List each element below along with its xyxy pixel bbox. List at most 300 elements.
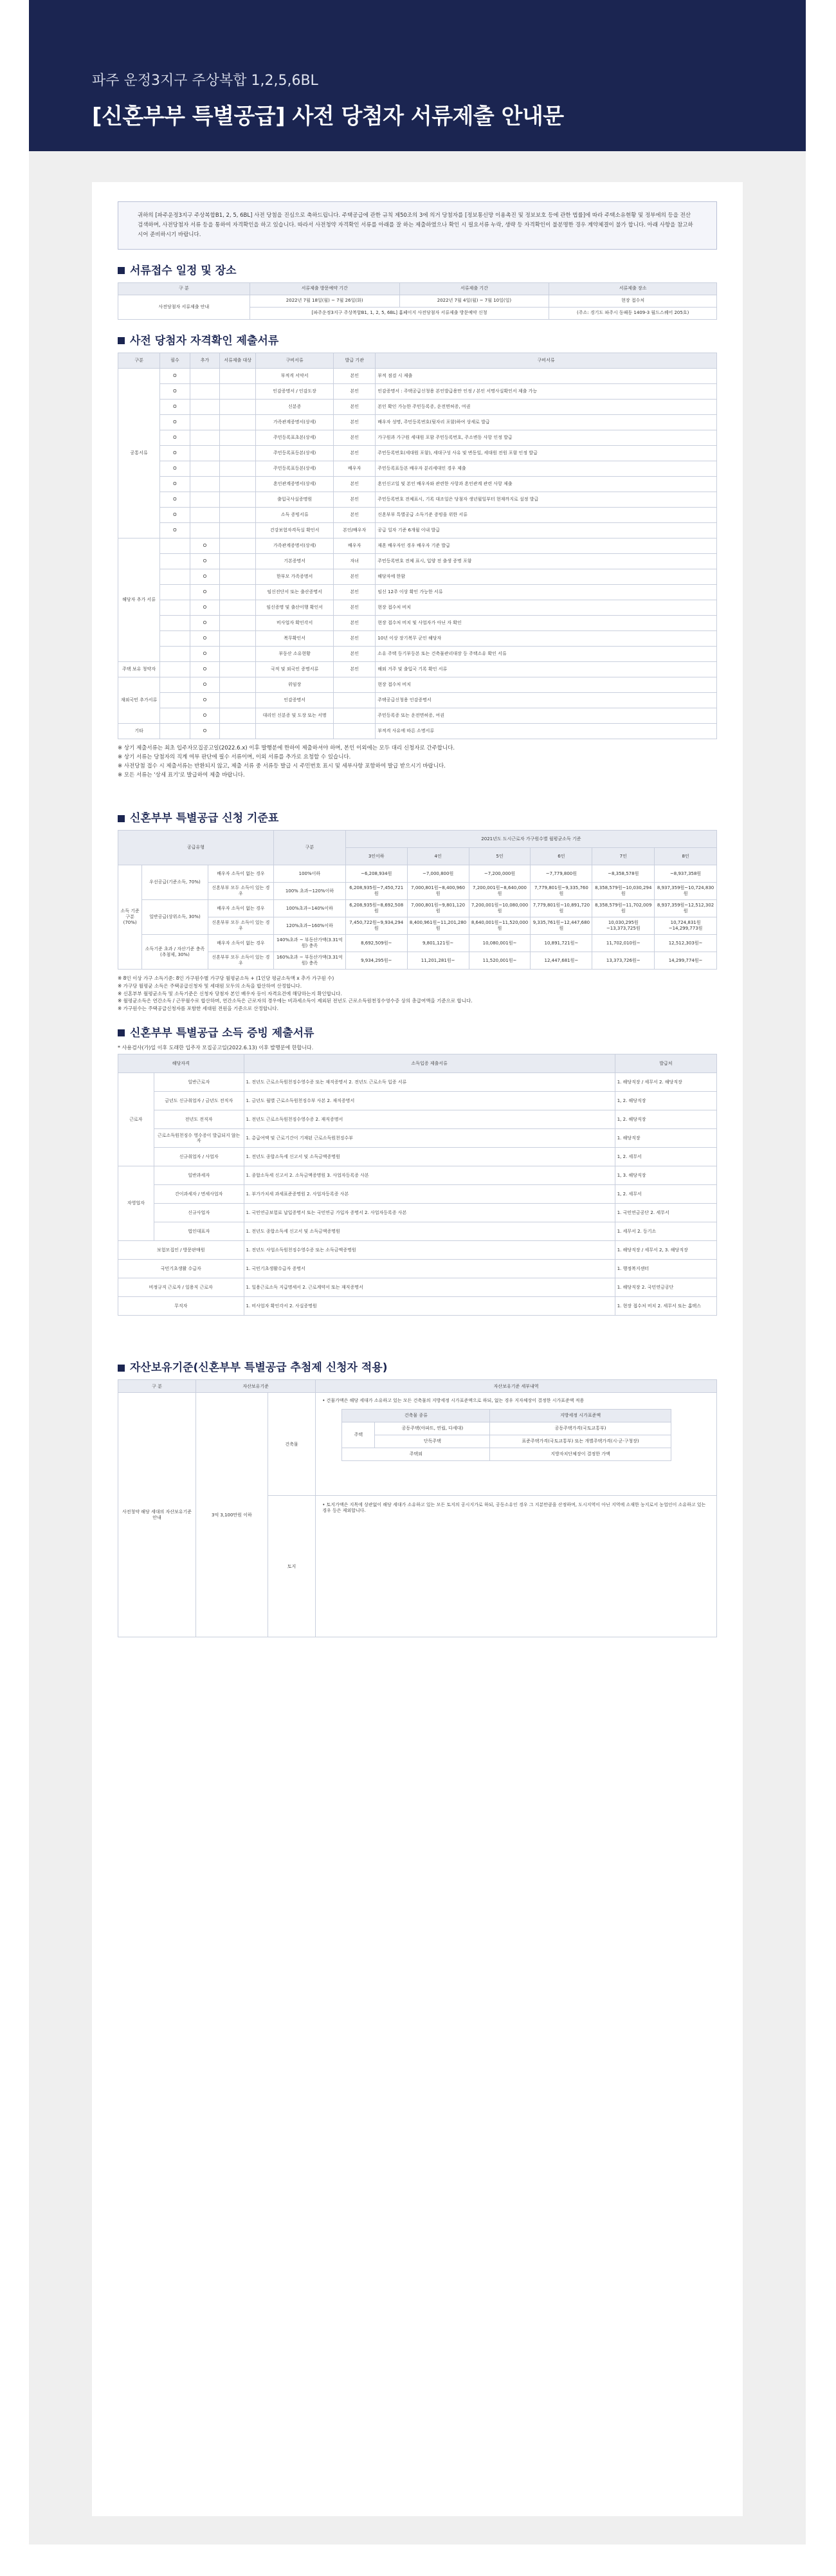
table-cell: 배우자 소득이 없는 경우 — [208, 900, 273, 917]
table-header: 구분 — [118, 353, 160, 368]
table-cell: O — [190, 553, 220, 569]
table-cell: 1. 전년도 종합소득세 신고서 및 소득금액증명원 — [244, 1222, 615, 1241]
table-cell: 1, 2. 해당직장 — [615, 1092, 716, 1110]
table-cell — [220, 399, 256, 414]
table-cell — [160, 630, 190, 646]
table-cell: 비정규직 근로자 / 일용직 근로자 — [118, 1278, 244, 1297]
table-cell: 본인 — [334, 445, 376, 461]
table-cell — [220, 600, 256, 615]
table-row — [118, 935, 717, 952]
table-cell: 근로자 — [118, 1073, 154, 1166]
table-cell: 현장 접수처 비치 및 사업자가 아닌 자 확인 — [376, 615, 717, 630]
table-cell — [220, 677, 256, 692]
table-cell — [220, 430, 256, 445]
table-cell: (주소: 경기도 파주시 동패동 1409-3 월드스퀘어 205호) — [549, 307, 717, 319]
table-cell: 부동산 소유현황 — [256, 646, 334, 661]
table-cell: 주택 보유 청약자 — [118, 661, 160, 677]
table-row — [118, 883, 717, 900]
table-cell: 10,724,831원~14,299,773원 — [655, 917, 717, 935]
table-cell: 근로소득원천징수 영수증이 발급되지 않는 자 — [154, 1129, 244, 1148]
section-assets-title: 자산보유기준(신혼부부 특별공급 추첨제 신청자 적용) — [118, 1361, 717, 1375]
table-cell: 7,779,801원~10,891,720원 — [531, 900, 592, 917]
table-cell: 14,299,774원~ — [655, 952, 717, 970]
documents-notes — [118, 745, 717, 779]
table-cell: 8,937,359원~12,512,302원 — [655, 900, 717, 917]
table-row — [118, 615, 717, 630]
table-cell: 표준주택가격(국토교통부) 또는 개별주택가격(시·군·구청장) — [490, 1435, 671, 1448]
table-row — [118, 584, 717, 600]
table-cell: O — [160, 522, 190, 538]
table-cell: 재외국민 추가서류 — [118, 677, 160, 723]
table-cell — [220, 646, 256, 661]
table-cell — [334, 708, 376, 723]
table-cell: 1. 해당직장 / 세무서 2, 3. 해당직장 — [615, 1241, 716, 1260]
table-cell — [334, 723, 376, 739]
table-cell: 주민등록번호 전체 표시, 입양 전 출생 증명 포함 — [376, 553, 717, 569]
table-cell: 소득 기준 구분 (70%) — [118, 865, 142, 970]
table-cell: 본인 확인 가능한 주민등록증, 운전면허증, 여권 — [376, 399, 717, 414]
table-cell: 해외 거주 및 출입국 기록 확인 서류 — [376, 661, 717, 677]
page-header — [29, 0, 806, 151]
table-row — [118, 917, 717, 935]
table-cell — [220, 615, 256, 630]
table-cell: 복무확인서 — [256, 630, 334, 646]
intro-notice: 귀하의 [파주운정3지구 주상복합B1, 2, 5, 6BL] 사전 당첨을 진심으로 축하드립니다. 주택공급에 관한 규칙 제50조의 3에 의거 당첨자를 [정보통신망 이용촉진 및 정보보호 등에 관한 법률]에 따라 주택소유현황 및 정부에의 등을 전산 검색하며, 사전당첨자 서류 등을 통하여 자격확인을 하고 있습니다. 따라서 사전청약 자격확인 서류를 아래를 잘 하는 제출하였으나 확인 시 필요서류 누락, 생략 등 자격확인이 불분명한 경우 계약체결이 불가 합니다. 아래 사항을 참고하시어 준비하시기 바랍니다. — [118, 201, 717, 250]
table-row — [118, 1073, 717, 1092]
table-cell: O — [160, 399, 190, 414]
table-cell — [160, 553, 190, 569]
section-schedule-title: 서류접수 일정 및 장소 — [118, 264, 717, 278]
table-cell: O — [160, 476, 190, 492]
table-cell — [220, 507, 256, 522]
table-header: 서류제출 대상 — [220, 353, 256, 368]
table-cell: 7,450,722원~9,934,294원 — [345, 917, 407, 935]
table-cell — [220, 569, 256, 584]
table-cell: 본인/배우자 — [334, 522, 376, 538]
table-cell: 본인 — [334, 507, 376, 522]
table-cell: O — [160, 430, 190, 445]
table-cell: 주민등록번호 전체표시, 기록 대조일은 당첨자 생년월일부터 현재까지로 설정 발급 — [376, 492, 717, 507]
table-row — [118, 900, 717, 917]
table-cell: 신규사업자 — [154, 1204, 244, 1222]
table-cell: 8,640,001원~11,520,000원 — [469, 917, 531, 935]
table-cell: 8,358,579원~10,030,294원 — [592, 883, 655, 900]
table-cell: 10,080,001원~ — [469, 935, 531, 952]
table-header: 발급 기관 — [334, 353, 376, 368]
table-cell: 10,891,721원~ — [531, 935, 592, 952]
table-row — [118, 476, 717, 492]
table-cell: 출입국사실증명원 — [256, 492, 334, 507]
table-cell: 공통서류 — [118, 368, 160, 538]
table-cell: 가족관계증명서(상세) — [256, 538, 334, 553]
table-cell — [220, 461, 256, 476]
table-cell: 7,000,801원~8,400,960원 — [407, 883, 469, 900]
table-cell: 본인 — [334, 399, 376, 414]
table-row — [118, 630, 717, 646]
table-header: 해당자격 — [118, 1054, 244, 1073]
table-cell: O — [160, 445, 190, 461]
table-cell: O — [190, 677, 220, 692]
documents-table — [118, 353, 717, 739]
table-cell: 1. 전년도 근로소득원천징수영수증 또는 재직증명서 2. 전년도 근로소득 입증 서류 — [244, 1073, 615, 1092]
table-cell: 대리인 신분증 및 도장 또는 서명 — [256, 708, 334, 723]
page-title: [신혼부부 특별공급] 사전 당첨자 서류제출 안내문 — [92, 103, 564, 129]
table-cell: 본인 — [334, 414, 376, 430]
table-cell: 신혼부부 특별공급 소득기준 증빙을 위한 서류 — [376, 507, 717, 522]
table-row — [118, 414, 717, 430]
table-cell: 자녀 — [334, 553, 376, 569]
table-cell: 일반과세자 — [154, 1166, 244, 1185]
table-cell: 신분증 — [256, 399, 334, 414]
table-cell: 토지 — [268, 1496, 315, 1637]
table-cell: 주민등록표초본(상세) — [256, 430, 334, 445]
table-cell: 법인대표자 — [154, 1222, 244, 1241]
table-cell: 주민등록표등본(상세) — [256, 445, 334, 461]
note-text: ※ 모든 서류는 '상세 표기'로 발급하여 제출 바랍니다. — [118, 771, 245, 778]
table-header: 5인 — [469, 848, 531, 865]
table-header: 자산보유기준 세부내역 — [316, 1380, 717, 1393]
table-cell — [160, 584, 190, 600]
table-cell: 주택 — [342, 1422, 375, 1448]
table-cell — [190, 383, 220, 399]
table-cell — [334, 692, 376, 708]
table-cell: 1. 전년도 종합소득세 신고서 및 소득금액증명원 — [244, 1148, 615, 1166]
table-cell: 현장 접수처 — [549, 295, 717, 307]
table-cell: 본인 — [334, 584, 376, 600]
table-cell: O — [190, 646, 220, 661]
income-docs-table — [118, 1054, 717, 1316]
table-cell: 부적격 서약서 — [256, 368, 334, 383]
table-cell: 100% 초과~120%이하 — [274, 883, 346, 900]
table-cell: 국적 및 외국인 증명서류 — [256, 661, 334, 677]
table-row — [118, 1297, 717, 1316]
table-cell: 기타 — [118, 723, 160, 739]
table-header: 발급처 — [615, 1054, 716, 1073]
note-text: • 토지가액은 지목에 상관없이 해당 세대가 소유하고 있는 모든 토지의 공시지가로 하되, 공동소유인 경우 그 지분만큼을 산정하며, 도시지역이 아닌 지역에 소재한 농지로서 농업인이 소유하고 있는 경우 등은 제외합니다. — [316, 1496, 717, 1637]
table-cell: 공동주택(아파트, 연립, 다세대) — [375, 1422, 490, 1435]
table-cell: 7,000,801원~9,801,120원 — [407, 900, 469, 917]
table-cell: 본인 — [334, 492, 376, 507]
table-row — [118, 646, 717, 661]
table-cell: 임신진단서 또는 출산증명서 — [256, 584, 334, 600]
table-cell — [220, 538, 256, 553]
table-cell: 임신증명 및 출산이행 확인서 — [256, 600, 334, 615]
assets-table — [118, 1379, 717, 1637]
table-cell: 건강보험자격득실 확인서 — [256, 522, 334, 538]
table-cell: 사전청약 해당 세대의 자산보유기준 안내 — [118, 1393, 196, 1637]
header-subtitle: 파주 운정3지구 주상복합 1,2,5,6BL — [92, 73, 318, 89]
table-cell: O — [190, 615, 220, 630]
table-cell: 혼인관계증명서(상세) — [256, 476, 334, 492]
table-row — [118, 1110, 717, 1129]
table-cell: 1. 해당직장 / 세무서 2. 해당직장 — [615, 1073, 716, 1092]
table-cell — [160, 600, 190, 615]
table-cell: 신규취업자 / 사업자 — [154, 1148, 244, 1166]
table-cell: 100%이하 — [274, 865, 346, 883]
table-cell: 소득기준 초과 / 자산기준 충족 (추첨제, 30%) — [142, 935, 208, 970]
bullet-square-icon — [118, 267, 125, 274]
table-cell: 1, 2. 세무서 — [615, 1148, 716, 1166]
table-cell: O — [190, 708, 220, 723]
table-cell — [220, 723, 256, 739]
table-cell — [220, 445, 256, 461]
table-cell: ~8,937,358원 — [655, 865, 717, 883]
table-cell: 신혼부부 모두 소득이 있는 경우 — [208, 917, 273, 935]
table-cell: 무직자 — [118, 1297, 244, 1316]
table-cell — [190, 507, 220, 522]
table-cell: O — [160, 507, 190, 522]
table-cell: 9,934,295원~ — [345, 952, 407, 970]
table-header: 추가 — [190, 353, 220, 368]
table-cell — [220, 522, 256, 538]
table-cell: 8,692,509원~ — [345, 935, 407, 952]
table-cell: 인감증명서 — [256, 692, 334, 708]
table-cell: 소유 주택 등기부등본 또는 건축물관리대장 등 주택소유 확인 서류 — [376, 646, 717, 661]
table-row — [118, 1222, 717, 1241]
table-cell — [220, 661, 256, 677]
table-cell: 1. 비사업자 확인각서 2. 사실증명원 — [244, 1297, 615, 1316]
table-cell: 1. 전년도 사업소득원천징수영수증 또는 소득금액증명원 — [244, 1241, 615, 1260]
table-header: 건축물 종류 — [342, 1410, 490, 1422]
table-cell: 6,208,935원~8,692,508원 — [345, 900, 407, 917]
table-cell: 본인 — [334, 630, 376, 646]
table-cell: 본인 — [334, 600, 376, 615]
table-cell: 해당자 추가 서류 — [118, 538, 160, 661]
note-text: ※ 월평균소득은 연간소득 / 근무월수로 합산하며, 연간소득은 근로자의 경우에는 비과세소득이 제외된 전년도 근로소득원천징수영수증 상의 총급여액을 기준으로 합니다. — [118, 998, 473, 1004]
table-row — [118, 538, 717, 553]
bullet-square-icon — [118, 337, 125, 344]
table-cell: 인감증명서 : 주택공급신청용 본인발급용만 인정 / 본인 서명사실확인서 제출 가능 — [376, 383, 717, 399]
table-row — [118, 553, 717, 569]
table-row — [118, 692, 717, 708]
table-cell: 13,373,726원~ — [592, 952, 655, 970]
table-cell — [160, 646, 190, 661]
table-cell: 1. 국민기초생활수급자 증명서 — [244, 1260, 615, 1278]
table-cell: 지방자치단체장이 결정한 가액 — [490, 1448, 671, 1461]
table-cell: 12,512,303원~ — [655, 935, 717, 952]
table-header: 6인 — [531, 848, 592, 865]
section-income-title: 신혼부부 특별공급 신청 기준표 — [118, 811, 717, 825]
table-header: 서류제출 기간 — [399, 282, 549, 295]
table-header: 서류제출 장소 — [549, 282, 717, 295]
table-cell: 1. 금년도 월별 근로소득원천징수부 사본 2. 재직증명서 — [244, 1092, 615, 1110]
table-cell: 본인 — [334, 661, 376, 677]
table-cell: O — [190, 630, 220, 646]
table-cell: 부적 점검 시 제출 — [376, 368, 717, 383]
table-cell: 1. 국민연금공단 2. 세무서 — [615, 1204, 716, 1222]
table-cell: 자영업자 — [118, 1166, 154, 1241]
table-cell: 단독주택 — [375, 1435, 490, 1448]
bullet-square-icon — [118, 1029, 125, 1036]
table-cell: 본인 — [334, 569, 376, 584]
table-cell: 일반근로자 — [154, 1073, 244, 1092]
table-cell — [220, 476, 256, 492]
table-row — [118, 1129, 717, 1148]
table-cell: 7,779,801원~9,335,760원 — [531, 883, 592, 900]
table-cell — [160, 615, 190, 630]
table-cell: [파주운정3지구 주상복합B1, 1, 2, 5, 6BL] 홈페이지 사전당첨자 서류제출 방문예약 신청 — [250, 307, 549, 319]
table-cell: ~7,779,800원 — [531, 865, 592, 883]
table-cell: 1. 국민연금보험료 납입증명서 또는 국민연금 가입자 증명서 2. 사업자등록증 사본 — [244, 1204, 615, 1222]
schedule-table — [118, 282, 717, 320]
table-header: 구비서류 — [256, 353, 334, 368]
table-header: 구 분 — [118, 1380, 196, 1393]
table-cell: 소득 증빙서류 — [256, 507, 334, 522]
table-cell — [190, 414, 220, 430]
table-cell: 1. 해당직장 2. 국민연금공단 — [615, 1278, 716, 1297]
table-cell: 신혼부부 모두 소득이 있는 경우 — [208, 952, 273, 970]
table-cell: 배우자 — [334, 461, 376, 476]
table-cell: 1. 세무서 2. 등기소 — [615, 1222, 716, 1241]
table-cell — [160, 692, 190, 708]
table-cell: 주민등록표등본(상세) — [256, 461, 334, 476]
table-header: 3인이하 — [345, 848, 407, 865]
note-text: ※ 신혼부부 월평균소득 및 소득기준은 신청자 당첨자 본인 배우자 등이 자격요건에 해당하는지 확인합니다. — [118, 990, 342, 997]
table-row — [118, 461, 717, 476]
note-text: ※ 사전당첨 접수 시 제출서류는 반환되지 않고, 제출 서류 중 서류등 발급 시 주민번호 표시 및 세부사항 포함하여 발급 받으시기 바랍니다. — [118, 762, 446, 769]
table-row — [118, 865, 717, 883]
table-cell — [220, 368, 256, 383]
table-cell — [316, 1393, 717, 1496]
page-background — [29, 0, 806, 2544]
table-cell — [190, 492, 220, 507]
table-cell: 1. 부가가치세 과세표준증명원 2. 사업자등록증 사본 — [244, 1185, 615, 1204]
note-text: ※ 상기 제출서류는 최초 입주자모집공고일(2022.6.x) 이후 발행분에 한하여 제출하셔야 하며, 본인 이외에는 모두 대리 신청자로 간주합니다. — [118, 744, 455, 751]
table-cell: 6,208,935원~7,450,721원 — [345, 883, 407, 900]
note-text: • 건물가액은 해당 세대가 소유하고 있는 모든 건축물의 지방세정 시가표준액으로 하되, 없는 경우 지자체장이 결정한 시가표준액 적용 — [322, 1398, 585, 1404]
table-cell: 주민등록번호(세대원 포함), 세대구성 사유 및 변동일, 세대원 전원 포함 인정 발급 — [376, 445, 717, 461]
table-cell: 주민등록표등본 배우자 분리세대인 경우 제출 — [376, 461, 717, 476]
table-cell: 본인 — [334, 430, 376, 445]
table-cell — [220, 708, 256, 723]
table-cell: 7,200,001원~8,640,000원 — [469, 883, 531, 900]
table-cell: 1, 3. 해당직장 — [615, 1166, 716, 1185]
table-row — [118, 723, 717, 739]
table-cell: 9,335,761원~12,447,680원 — [531, 917, 592, 935]
table-cell — [160, 723, 190, 739]
table-cell: 본인 — [334, 476, 376, 492]
table-row — [118, 952, 717, 970]
table-cell — [220, 553, 256, 569]
table-row — [118, 569, 717, 584]
table-cell: 12,447,681원~ — [531, 952, 592, 970]
table-cell: 배우자 소득이 없는 경우 — [208, 865, 273, 883]
bullet-square-icon — [118, 1365, 125, 1372]
content-card — [92, 182, 743, 2516]
table-header: 4인 — [407, 848, 469, 865]
table-cell: ~6,208,934원 — [345, 865, 407, 883]
table-cell: 주택외 — [342, 1448, 490, 1461]
table-header: 7인 — [592, 848, 655, 865]
table-cell: O — [190, 692, 220, 708]
table-cell: O — [160, 368, 190, 383]
table-header: 구분 — [274, 831, 346, 865]
table-header: 소득입증 제출서류 — [244, 1054, 615, 1073]
table-cell: 11,520,001원~ — [469, 952, 531, 970]
table-cell: 위임장 — [256, 677, 334, 692]
table-cell — [160, 538, 190, 553]
table-cell: O — [190, 661, 220, 677]
table-header: 자산보유기준 — [196, 1380, 316, 1393]
table-header: 2021년도 도시근로자 가구원수별 월평균소득 기준 — [345, 831, 716, 848]
table-cell — [190, 399, 220, 414]
table-header: 8인 — [655, 848, 717, 865]
table-cell: 배우자 소득이 없는 경우 — [208, 935, 273, 952]
table-cell: 신혼부부 모두 소득이 있는 경우 — [208, 883, 273, 900]
table-cell: 임신 12주 이상 확인 가능한 서류 — [376, 584, 717, 600]
table-cell — [220, 630, 256, 646]
table-row — [118, 600, 717, 615]
table-cell: 1, 2. 세무서 — [615, 1185, 716, 1204]
table-row — [118, 368, 717, 383]
table-cell: 가족관계증명서(상세) — [256, 414, 334, 430]
table-cell: 배우자 — [334, 538, 376, 553]
table-cell: O — [190, 600, 220, 615]
table-cell: 부적격 사유에 따른 소명서류 — [376, 723, 717, 739]
table-row — [118, 708, 717, 723]
table-cell: 8,358,579원~11,702,009원 — [592, 900, 655, 917]
table-cell: 인감증명서 / 인감도장 — [256, 383, 334, 399]
table-cell: 가구원과 가구원 세대원 포함 주민등록번호, 주소변동 사항 인정 발급 — [376, 430, 717, 445]
table-cell — [220, 414, 256, 430]
table-cell: 우선공급(기준소득, 70%) — [142, 865, 208, 900]
table-cell: 본인 — [334, 368, 376, 383]
table-cell: 8,937,359원~10,724,830원 — [655, 883, 717, 900]
table-cell: 160%초과 ~ 부동산가액(3.31억원) 충족 — [274, 952, 346, 970]
table-cell: 기본증명서 — [256, 553, 334, 569]
table-cell — [334, 677, 376, 692]
note-text: ※ 상기 서류는 당첨자의 직계 여부 판단에 필수 서류이며, 이외 서류를 추가로 요청할 수 있습니다. — [118, 753, 351, 760]
table-cell: 7,200,001원~10,080,000원 — [469, 900, 531, 917]
table-header: 서류제출 방문예약 기간 — [250, 282, 399, 295]
table-cell: 1. 전년도 근로소득원천징수영수증 2. 재직증명서 — [244, 1110, 615, 1129]
table-cell: 140%초과 ~ 부동산가액(3.31억원) 충족 — [274, 935, 346, 952]
note-text: ※ 가구원수는 주택공급신청자를 포함한 세대원 전원을 기준으로 산정합니다. — [118, 1006, 278, 1012]
table-cell — [160, 569, 190, 584]
table-cell: 11,201,281원~ — [407, 952, 469, 970]
table-cell: ~8,358,578원 — [592, 865, 655, 883]
table-cell: 금년도 신규취업자 / 금년도 전직자 — [154, 1092, 244, 1110]
table-cell: 1. 총급여액 및 근로기간이 기재된 근로소득원천징수부 — [244, 1129, 615, 1148]
table-cell: O — [160, 461, 190, 476]
table-cell — [190, 476, 220, 492]
table-header: 공급유형 — [118, 831, 274, 865]
table-cell — [190, 522, 220, 538]
section-subnote: * 사용검사(가)일 이후 도래한 입주자 모집공고일(2022.6.13) 이후 발행분에 한합니다. — [118, 1044, 314, 1051]
table-cell: 11,702,010원~ — [592, 935, 655, 952]
table-row — [118, 1278, 717, 1297]
table-row — [118, 430, 717, 445]
table-row — [118, 492, 717, 507]
table-row — [118, 1204, 717, 1222]
table-cell — [160, 677, 190, 692]
table-row — [118, 1166, 717, 1185]
table-cell: 배우자 성명, 주민등록번호(뒷자리 포함)하여 상세로 발급 — [376, 414, 717, 430]
table-cell: ~7,000,800원 — [407, 865, 469, 883]
table-cell — [160, 708, 190, 723]
table-row — [118, 661, 717, 677]
table-cell: 본인 — [334, 383, 376, 399]
table-cell: 간이과세자 / 면세사업자 — [154, 1185, 244, 1204]
table-cell: O — [160, 414, 190, 430]
table-cell: 비사업자 확인각서 — [256, 615, 334, 630]
note-text: ※ 8인 이상 가구 소득기준: 8인 가구원수별 가구당 월평균소득 + (1인당 평균소득액 x 추가 가구원 수) — [118, 975, 334, 982]
table-cell: 국민기초생활 수급자 — [118, 1260, 244, 1278]
table-cell: 주민등록증 또는 운전면허증, 여권 — [376, 708, 717, 723]
table-cell: 사전당첨자 서류제출 안내 — [118, 295, 250, 319]
table-cell: 10년 이상 장기복무 군인 해당자 — [376, 630, 717, 646]
table-cell: 8,400,961원~11,201,280원 — [407, 917, 469, 935]
